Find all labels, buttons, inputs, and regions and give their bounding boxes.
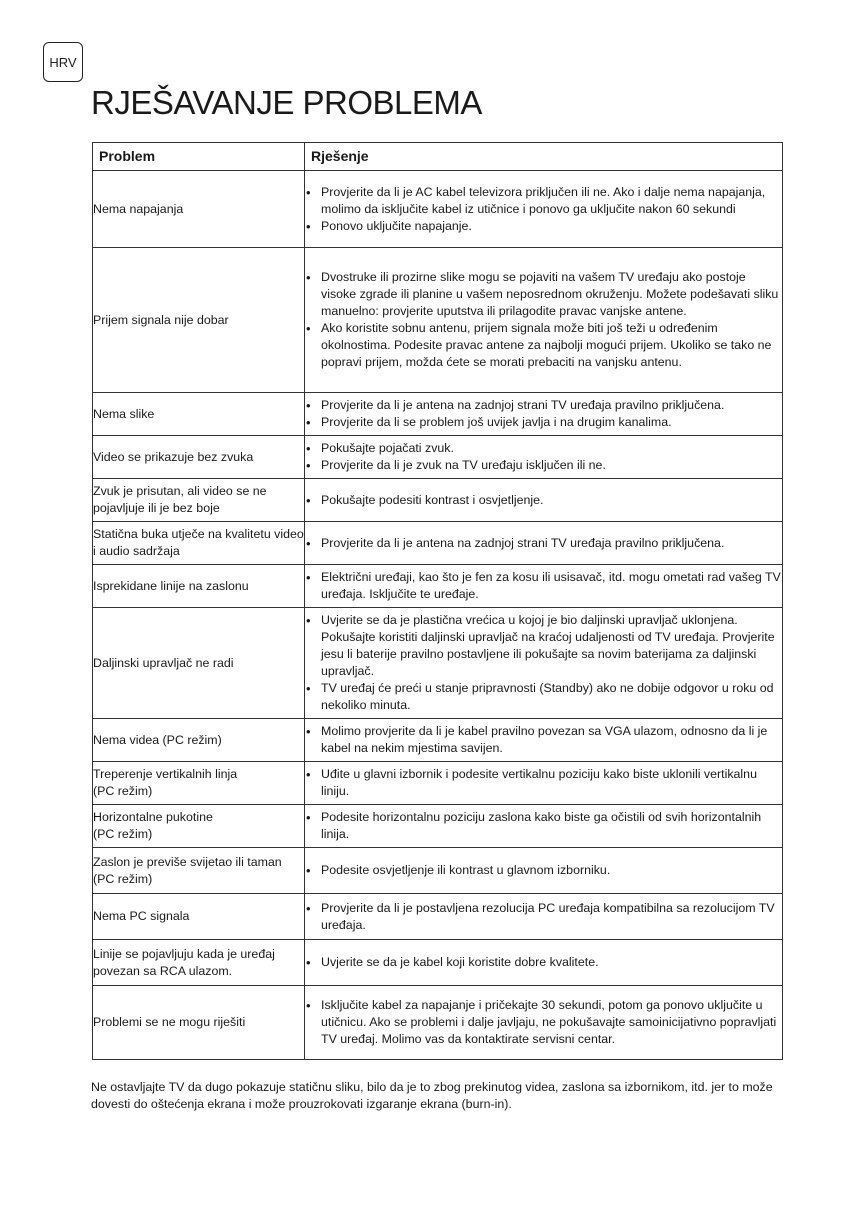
solution-list [305,440,782,474]
solution-cell [305,248,783,393]
problem-text: Zaslon je previše svijetao ili taman (PC režim) [93,854,282,886]
page-title: RJEŠAVANJE PROBLEMA [91,84,482,121]
solution-list [305,723,782,757]
solution-cell [305,522,783,565]
table-row [93,171,783,248]
solution-item: • Provjerite da li je antena na zadnjoj strani TV uređaja pravilno priključena. [305,535,782,552]
problem-cell [93,565,305,608]
problem-cell [93,805,305,848]
table-row [93,393,783,436]
problem-text: Linije se pojavljuju kada je uređaj povezan sa RCA ulazom. [93,946,275,978]
problem-text: Nema napajanja [93,201,184,216]
problem-text: Daljinski upravljač ne radi [93,655,234,670]
solution-cell [305,805,783,848]
table-header-row [93,143,783,171]
table-row [93,248,783,393]
table-row [93,608,783,719]
problem-cell [93,171,305,248]
solution-list [305,809,782,843]
problem-text: Prijem signala nije dobar [93,312,229,327]
solution-cell [305,479,783,522]
problem-column-header: Problem [93,143,305,171]
problem-cell [93,479,305,522]
solution-list [305,397,782,431]
problem-text: Zvuk je prisutan, ali video se ne pojavljuje ili je bez boje [93,484,267,515]
problem-text: Nema PC signala [93,909,190,923]
solution-cell [305,848,783,894]
troubleshooting-table [92,142,783,1060]
solution-list [305,184,782,235]
solution-item: • Uvjerite se da je plastična vrećica u kojoj je bio daljinski upravljač uklonjena. Pokušajte koristiti daljinski upravljač na kraćoj udaljenosti od TV uređaja. Provjerite jesu li baterije pravilno postavljene ili pokušajte sa novim baterijama za daljinski upravljač. [305,612,782,680]
solution-cell [305,719,783,762]
problem-cell [93,436,305,479]
solution-cell [305,894,783,940]
solution-item: • Uđite u glavni izbornik i podesite vertikalnu poziciju kako biste uklonili vertikalnu liniju. [305,766,782,800]
solution-cell [305,171,783,248]
solution-list [305,954,782,971]
table-row [93,805,783,848]
problem-cell [93,894,305,940]
table-row [93,940,783,986]
table-row [93,436,783,479]
solution-cell [305,565,783,608]
table-row [93,479,783,522]
solution-item: • Ponovo uključite napajanje. [305,218,782,235]
solution-item: • Podesite osvjetljenje ili kontrast u glavnom izborniku. [305,862,782,879]
language-tag: HRV [43,42,83,82]
solution-item: • Provjerite da li je zvuk na TV uređaju isključen ili ne. [305,457,782,474]
solution-item: • TV uređaj će preći u stanje pripravnosti (Standby) ako ne dobije odgovor u roku od nekoliko minuta. [305,680,782,714]
problem-cell [93,393,305,436]
problem-cell [93,248,305,393]
problem-cell [93,940,305,986]
solution-item: • Pokušajte pojačati zvuk. [305,440,782,457]
problem-text: Statična buka utječe na kvalitetu video i audio sadržaja [93,527,304,558]
table-row [93,522,783,565]
table-row [93,986,783,1060]
solution-list [305,997,782,1048]
solution-item: • Provjerite da li se problem još uvijek javlja i na drugim kanalima. [305,414,782,431]
solution-list [305,862,782,879]
solution-list [305,492,782,509]
problem-text: Isprekidane linije na zaslonu [93,578,249,593]
solution-list [305,535,782,552]
solution-item: • Električni uređaji, kao što je fen za kosu ili usisavač, itd. mogu ometati rad vašeg TV uređaja. Isključite te uređaje. [305,569,782,603]
solution-item: • Dvostruke ili prozirne slike mogu se pojaviti na vašem TV uređaju ako postoje visoke zgrade ili planine u vašem neposrednom okruženju. Možete podešavati sliku manuelno: provjerite uputstva ili prilagodite pravac vanjske antene. [305,269,782,320]
solution-item: • Pokušajte podesiti kontrast i osvjetljenje. [305,492,782,509]
problem-text: Video se prikazuje bez zvuka [93,449,254,464]
solution-item: • Isključite kabel za napajanje i pričekajte 30 sekundi, potom ga ponovo uključite u utičnicu. Ako se problemi i dalje javljaju, ne pokušavajte samoinicijativno popravljati TV uređaj. Molimo vas da kontaktirate servisni centar. [305,997,782,1048]
problem-text: Problemi se ne mogu riješiti [93,1015,246,1029]
solution-cell [305,986,783,1060]
problem-text: Treperenje vertikalnih linja (PC režim) [93,767,238,798]
problem-cell [93,986,305,1060]
solution-item: • Molimo provjerite da li je kabel pravilno povezan sa VGA ulazom, odnosno da li je kabel na nekim mjestima savijen. [305,723,782,757]
solution-item: • Ako koristite sobnu antenu, prijem signala može biti još teži u određenim okolnostima. Podesite pravac antene za najbolji mogući prijem. Ukoliko se tako ne popravi prijem, možda ćete se morati prebaciti na vanjsku antenu. [305,320,782,371]
solution-cell [305,608,783,719]
problem-cell [93,608,305,719]
table-row [93,894,783,940]
problem-cell [93,762,305,805]
solution-list [305,612,782,714]
table-row [93,565,783,608]
problem-cell [93,522,305,565]
table-row [93,762,783,805]
solution-item: • Uvjerite se da je kabel koji koristite dobre kvalitete. [305,954,782,971]
solution-cell [305,436,783,479]
problem-text: Nema slike [93,406,155,421]
solution-cell [305,940,783,986]
table-row [93,848,783,894]
problem-text: Horizontalne pukotine (PC režim) [93,810,213,841]
solution-item: • Provjerite da li je postavljena rezolucija PC uređaja kompatibilna sa rezolucijom TV uređaja. [305,900,782,934]
problem-text: Nema videa (PC režim) [93,732,222,747]
solution-list [305,569,782,603]
footer-note: Ne ostavljajte TV da dugo pokazuje statičnu sliku, bilo da je to zbog prekinutog videa, zaslona sa izbornikom, itd. jer to može dovesti do oštećenja ekrana i može prouzrokovati izgaranje ekrana (burn-in). [91,1080,773,1111]
solution-item: • Provjerite da li je AC kabel televizora priključen ili ne. Ako i dalje nema napajanja, molimo da isključite kabel iz utičnice i ponovo ga uključite nakon 60 sekundi [305,184,782,218]
table-body [93,171,783,1060]
solution-cell [305,393,783,436]
table-row [93,719,783,762]
solution-list [305,269,782,371]
problem-cell [93,719,305,762]
solution-list [305,766,782,800]
solution-item: • Provjerite da li je antena na zadnjoj strani TV uređaja pravilno priključena. [305,397,782,414]
problem-cell [93,848,305,894]
solution-column-header: Rješenje [305,143,783,171]
solution-list [305,900,782,934]
solution-cell [305,762,783,805]
solution-item: • Podesite horizontalnu poziciju zaslona kako biste ga očistili od svih horizontalnih linija. [305,809,782,843]
